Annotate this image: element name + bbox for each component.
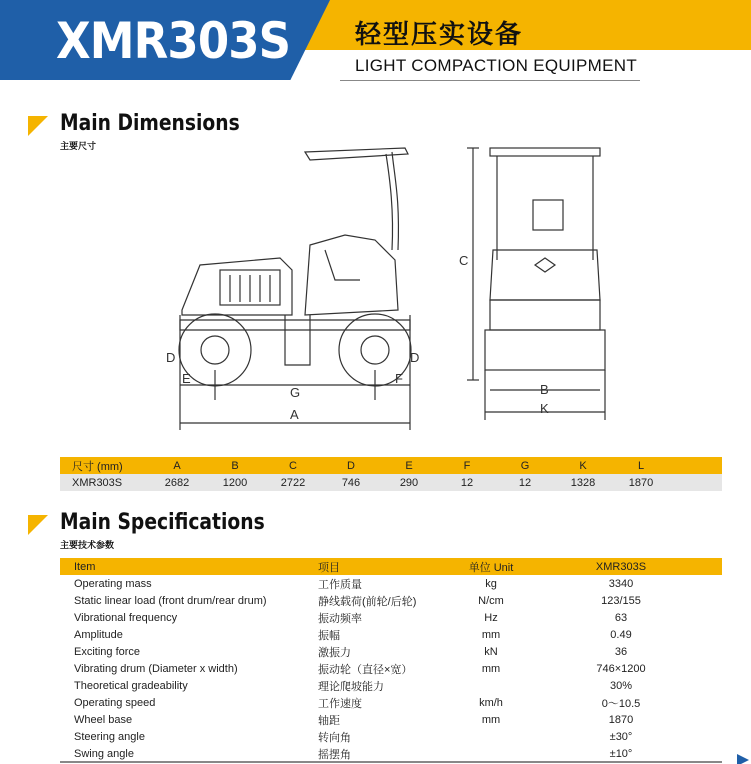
specs-title: Main Specifications (60, 510, 265, 535)
spec-item: Theoretical gradeability (74, 679, 188, 692)
spec-item: Vibrating drum (Diameter x width) (74, 662, 238, 675)
spec-row (60, 626, 722, 643)
spec-header-unit: 单位 Unit (468, 561, 514, 574)
dim-value-cell: 746 (341, 476, 361, 489)
dim-header-cell: E (405, 459, 413, 472)
spec-item: Amplitude (74, 628, 123, 641)
dim-label-c: C (459, 253, 469, 268)
dim-label-k: K (540, 401, 549, 416)
spec-value: 36 (614, 645, 628, 658)
side-view-drawing (160, 140, 420, 430)
spec-cn: 振动轮（直径×宽） (318, 663, 413, 676)
dim-header-cell: D (347, 459, 355, 472)
dim-header-cell: C (289, 459, 297, 472)
spec-row (60, 609, 722, 626)
spec-unit: Hz (484, 611, 498, 624)
dim-header-cell: B (231, 459, 239, 472)
spec-row (60, 592, 722, 609)
specifications-table (60, 558, 722, 762)
dim-label-d-left: D (166, 350, 176, 365)
spec-unit: kN (484, 645, 498, 658)
spec-value: ±30° (609, 730, 633, 743)
dim-header-cell: K (579, 459, 587, 472)
english-title: LIGHT COMPACTION EQUIPMENT (355, 56, 638, 75)
specs-table-header (60, 558, 722, 575)
spec-item: Vibrational frequency (74, 611, 178, 624)
spec-row (60, 728, 722, 745)
spec-header-value: XMR303S (595, 560, 647, 573)
specs-table-bottom-rule (60, 761, 722, 763)
spec-cn: 工作质量 (318, 578, 362, 591)
dim-header-cell: L (637, 459, 645, 472)
corner-arrow-icon (737, 754, 749, 764)
spec-item: Operating speed (74, 696, 156, 709)
spec-unit: mm (481, 662, 501, 675)
spec-header-item: Item (74, 560, 96, 573)
dim-label-b: B (540, 382, 549, 397)
spec-value: 1870 (608, 713, 634, 726)
dim-label-g: G (290, 385, 301, 400)
dim-label-f: F (395, 371, 403, 386)
spec-value: 123/155 (601, 594, 641, 607)
spec-item: Operating mass (74, 577, 152, 590)
dim-value-cell: XMR303S (72, 476, 123, 489)
spec-unit: N/cm (478, 594, 504, 607)
dim-value-cell: 290 (399, 476, 419, 489)
dim-value-cell: 1200 (222, 476, 248, 489)
spec-value: 746×1200 (596, 662, 646, 675)
dim-value-cell: 2682 (164, 476, 190, 489)
spec-cn: 理论爬坡能力 (318, 680, 384, 693)
specs-subtitle: 主要技术参数 (60, 540, 115, 550)
spec-row (60, 575, 722, 592)
dimensions-table (60, 457, 722, 491)
spec-header-cn: 项目 (318, 561, 340, 574)
spec-cn: 摇摆角 (318, 748, 351, 761)
dim-value-cell: 2722 (280, 476, 306, 489)
spec-unit: mm (481, 628, 501, 641)
spec-value: 0.49 (610, 628, 632, 641)
section-marker-icon (28, 515, 48, 535)
spec-item: Swing angle (74, 747, 134, 760)
spec-row (60, 694, 722, 711)
spec-item: Exciting force (74, 645, 141, 658)
dim-header-cell: F (463, 459, 471, 472)
dim-header-cell: G (520, 459, 530, 472)
dim-label-e: E (182, 371, 191, 386)
chinese-title: 轻型压实设备 (355, 19, 524, 49)
spec-value: 3340 (608, 577, 634, 590)
dim-value-cell: 12 (460, 476, 474, 489)
spec-row (60, 643, 722, 660)
dimensions-subtitle: 主要尺寸 (60, 141, 97, 151)
dimensions-table-row (60, 474, 722, 491)
spec-cn: 轴距 (318, 714, 340, 727)
dim-header-cell: 尺寸 (mm) (72, 460, 123, 473)
dim-header-cell: A (173, 459, 181, 472)
spec-value: 30% (609, 679, 633, 692)
spec-unit: mm (481, 713, 501, 726)
spec-cn: 激振力 (318, 646, 351, 659)
spec-value: 0～10.5 (601, 697, 641, 710)
spec-row (60, 677, 722, 694)
spec-cn: 转向角 (318, 731, 351, 744)
spec-row (60, 711, 722, 728)
dimensions-table-header (60, 457, 722, 474)
dim-value-cell: 1870 (628, 476, 654, 489)
dim-label-a: A (290, 407, 299, 422)
dimensions-title: Main Dimensions (60, 111, 240, 136)
section-marker-icon (28, 116, 48, 136)
spec-value: ±10° (609, 747, 633, 760)
dim-label-d-right: D (410, 350, 420, 365)
header-divider (340, 80, 640, 81)
spec-unit: kg (485, 577, 497, 590)
spec-row (60, 660, 722, 677)
spec-item: Steering angle (74, 730, 145, 743)
spec-cn: 振动频率 (318, 612, 362, 625)
spec-unit: km/h (479, 696, 503, 709)
spec-row (60, 745, 722, 762)
spec-item: Wheel base (74, 713, 133, 726)
spec-cn: 工作速度 (318, 697, 362, 710)
spec-item: Static linear load (front drum/rear drum) (74, 594, 267, 607)
spec-cn: 振幅 (318, 629, 340, 642)
spec-value: 63 (614, 611, 628, 624)
dim-value-cell: 12 (518, 476, 532, 489)
front-view-drawing (455, 140, 615, 425)
spec-cn: 静线载荷(前轮/后轮) (318, 595, 417, 608)
model-title: XMR303S (56, 12, 291, 70)
dim-value-cell: 1328 (570, 476, 596, 489)
